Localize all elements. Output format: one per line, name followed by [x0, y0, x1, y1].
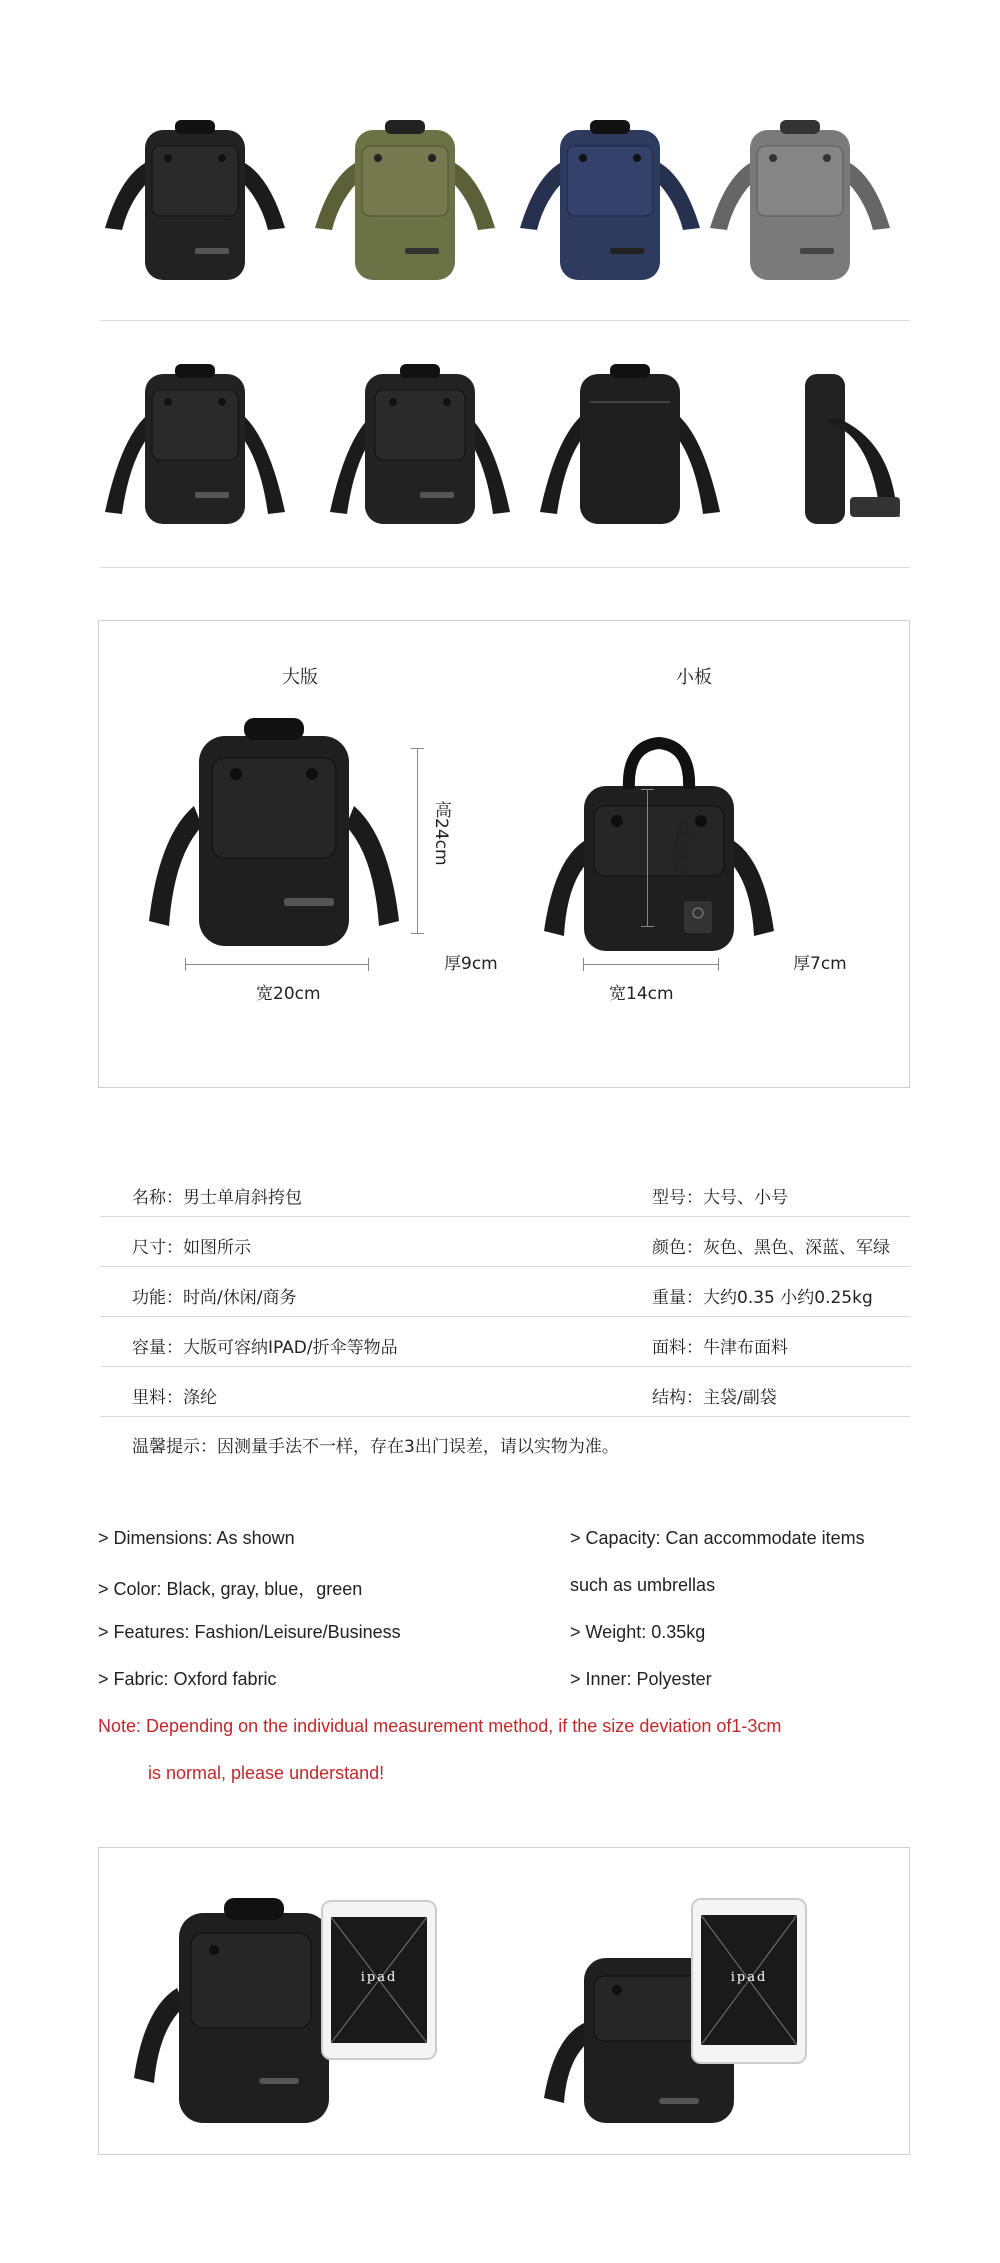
- spec-right: 型号：大号、小号: [652, 1188, 788, 1208]
- large-width-line: [185, 964, 368, 965]
- large-width-label: 宽20cm: [256, 984, 321, 1004]
- note-line1: Note: Depending on the individual measurement method, if the size deviation of1-3cm: [98, 1716, 782, 1736]
- bag-green-image: [310, 118, 500, 283]
- ipad-label: ipad: [360, 1970, 398, 1985]
- spec-row: [100, 1167, 910, 1217]
- spec-row: [100, 1317, 910, 1367]
- small-height-line: [647, 789, 648, 926]
- spec-left: 功能：时尚/休闲/商务: [132, 1288, 297, 1308]
- spec-right: 面料：牛津布面料: [652, 1338, 788, 1358]
- en-inner: > Inner: Polyester: [570, 1669, 712, 1689]
- large-height-line: [417, 748, 418, 933]
- size-comparison-panel: [98, 620, 910, 1088]
- large-width-tick-right: [368, 958, 369, 971]
- bag-blue-image: [515, 118, 705, 283]
- large-bag-image: [144, 716, 404, 956]
- divider: [100, 320, 910, 321]
- bag-angled-view-image: [325, 362, 515, 527]
- spec-row: [100, 1217, 910, 1267]
- spec-left: 名称：男士单肩斜挎包: [132, 1188, 302, 1208]
- small-width-tick-right: [718, 958, 719, 971]
- spec-left: 尺寸：如图所示: [132, 1238, 251, 1258]
- small-height-tick-top: [641, 789, 654, 790]
- bag-black-image: [100, 118, 290, 283]
- en-capacity-line1: > Capacity: Can accommodate items: [570, 1528, 865, 1548]
- en-weight: > Weight: 0.35kg: [570, 1622, 706, 1642]
- small-height-label: 高18cm: [671, 821, 691, 886]
- ipad-fit-panel: [98, 1847, 910, 2155]
- large-width-tick-left: [185, 958, 186, 971]
- divider: [100, 567, 910, 568]
- small-width-line: [583, 964, 718, 965]
- spec-right: 重量：大约0.35 小约0.25kg: [652, 1288, 873, 1308]
- measurement-tip: 温馨提示：因测量手法不一样，存在3出门误差，请以实物为准。: [132, 1437, 619, 1457]
- small-height-tick-bottom: [641, 926, 654, 927]
- small-size-title: 小板: [676, 667, 712, 688]
- ipad-label: ipad: [730, 1970, 768, 1985]
- spec-left: 里料：涤纶: [132, 1388, 217, 1408]
- bag-back-view-image: [535, 362, 725, 527]
- spec-left: 容量：大版可容纳IPAD/折伞等物品: [132, 1338, 398, 1358]
- en-fabric: > Fabric: Oxford fabric: [98, 1669, 277, 1689]
- spec-right: 结构：主袋/副袋: [652, 1388, 777, 1408]
- spec-right: 颜色：灰色、黑色、深蓝、军绿: [652, 1238, 890, 1258]
- spec-row: [100, 1267, 910, 1317]
- large-height-label: 高24cm: [431, 801, 451, 866]
- small-width-label: 宽14cm: [609, 984, 674, 1004]
- small-bag-image: [539, 731, 779, 956]
- en-dimensions: > Dimensions: As shown: [98, 1528, 295, 1548]
- ipad-small: [691, 1898, 807, 2064]
- large-size-title: 大版: [282, 667, 318, 688]
- large-depth-label: 厚9cm: [444, 954, 498, 974]
- en-color: > Color: Black, gray, blue，green: [98, 1579, 363, 1599]
- small-width-tick-left: [583, 958, 584, 971]
- bag-gray-image: [705, 118, 895, 283]
- small-depth-label: 厚7cm: [793, 954, 847, 974]
- large-height-tick-bottom: [411, 933, 424, 934]
- ipad-large: [321, 1900, 437, 2060]
- bag-front-view-image: [100, 362, 290, 527]
- bag-side-view-image: [780, 362, 910, 527]
- spec-row: [100, 1367, 910, 1417]
- en-capacity-line2: such as umbrellas: [570, 1575, 716, 1595]
- note-line2: is normal, please understand!: [148, 1763, 385, 1783]
- large-height-tick-top: [411, 748, 424, 749]
- en-features: > Features: Fashion/Leisure/Business: [98, 1622, 401, 1642]
